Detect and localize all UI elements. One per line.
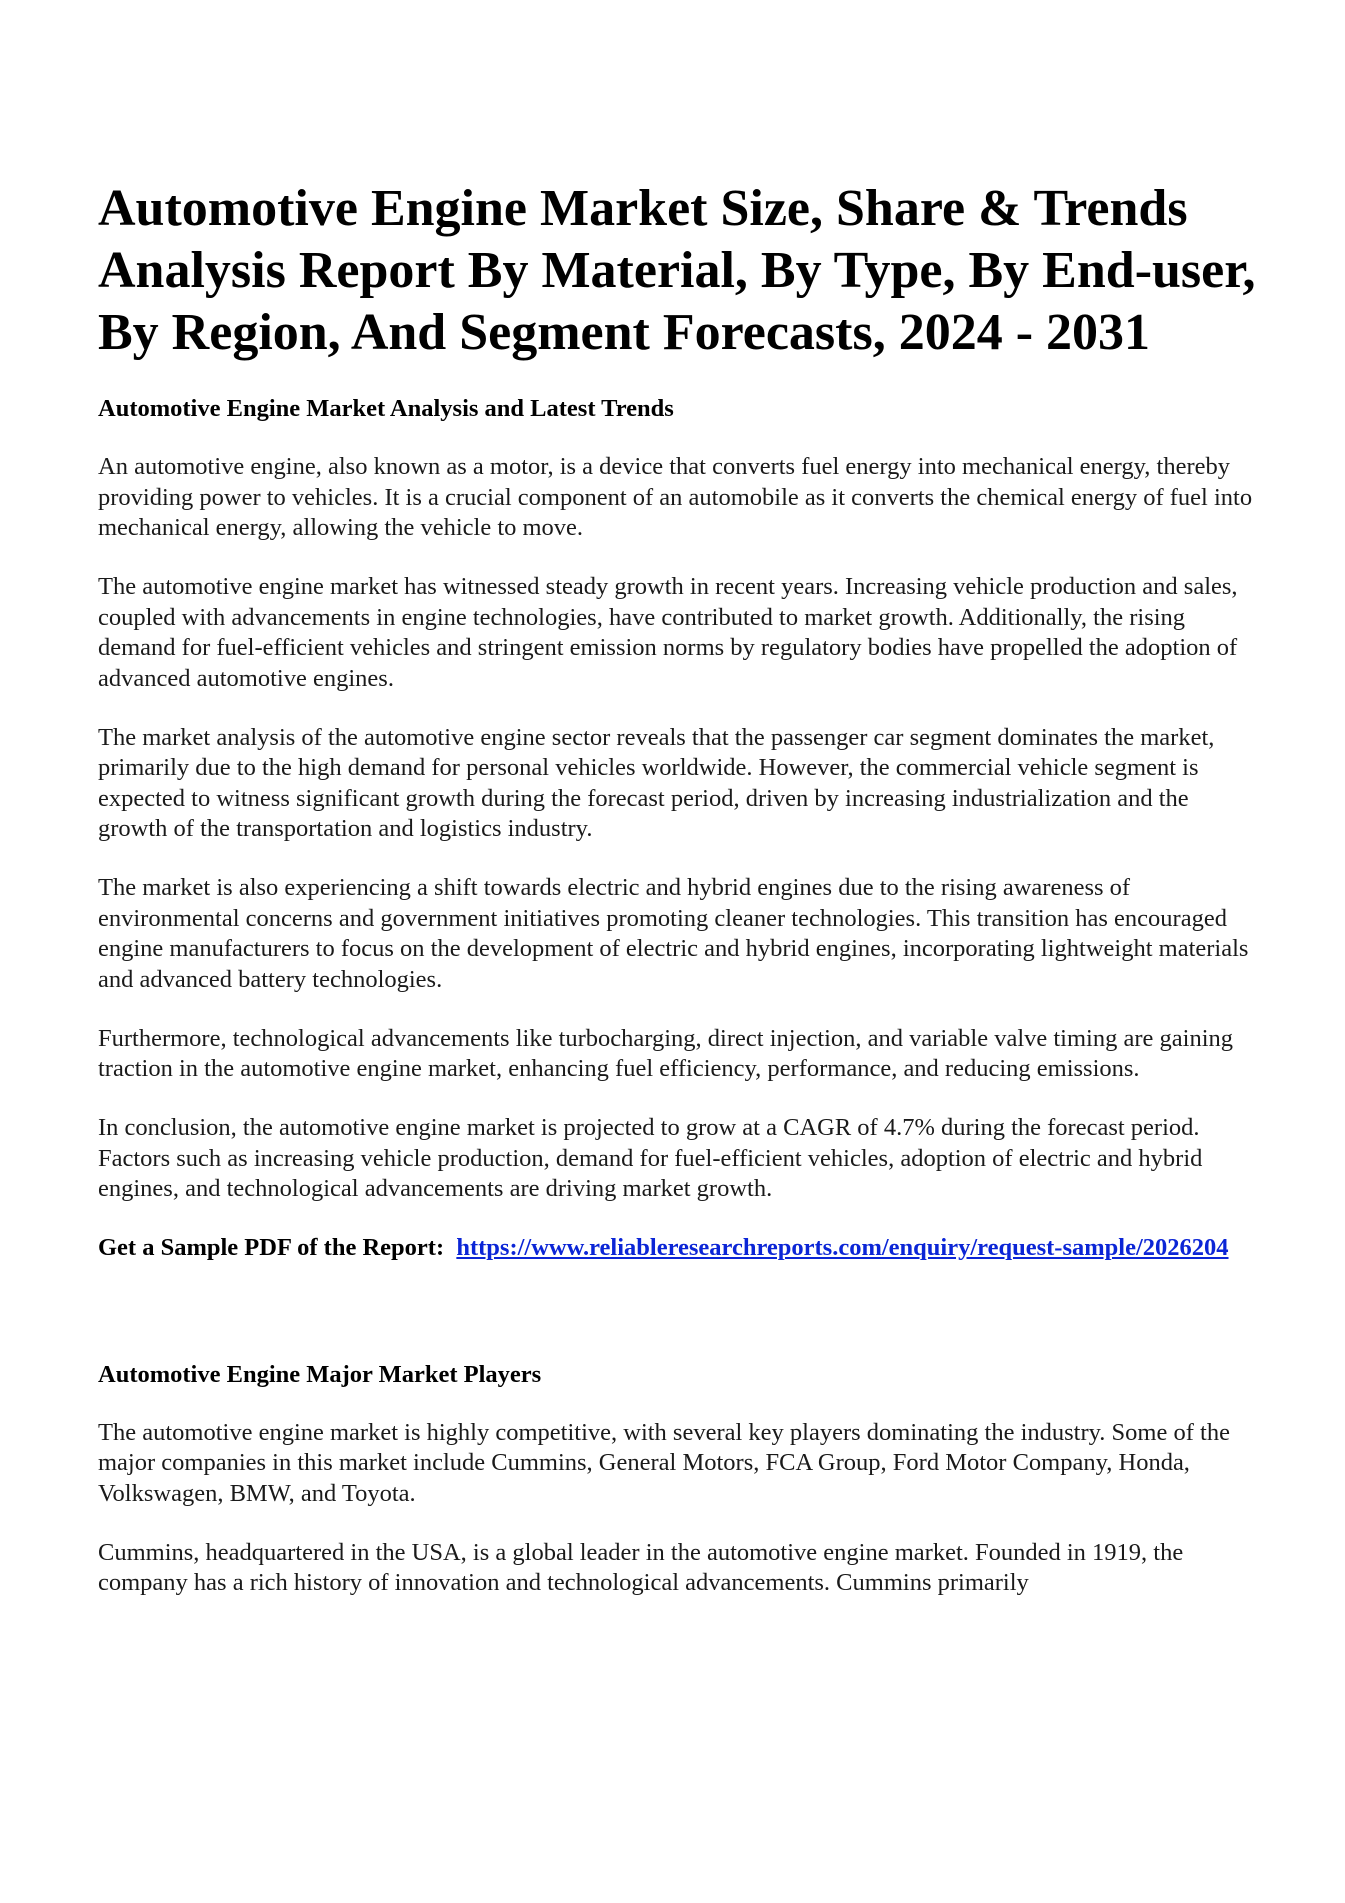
paragraph: The automotive engine market has witnessed steady growth in recent years. Increasing vehicle production and sales, coupled with advancements in engine technologies, have contributed to market growth. Additionally, the rising demand for fuel-efficient vehicles and stringent emission norms by regulatory bodies have propelled the adoption of advanced automotive engines. xyxy=(98,573,1238,692)
document-page xyxy=(98,178,1258,1627)
section-heading-players: Automotive Engine Major Market Players xyxy=(98,1360,542,1388)
paragraph: Furthermore, technological advancements like turbocharging, direct injection, and variable valve timing are gaining traction in the automotive engine market, enhancing fuel efficiency, performance, and reducing emissions. xyxy=(98,1024,1234,1082)
paragraph: An automotive engine, also known as a motor, is a device that converts fuel energy into mechanical energy, thereby providing power to vehicles. It is a crucial component of an automobile as it converts the chemical energy of fuel into mechanical energy, allowing the vehicle to move. xyxy=(98,453,1253,541)
paragraph: The market is also experiencing a shift towards electric and hybrid engines due to the rising awareness of environmental concerns and government initiatives promoting cleaner technologies. This transition has encouraged engine manufacturers to focus on the development of electric and hybrid engines, incorporating lightweight materials and advanced battery technologies. xyxy=(98,874,1249,993)
sample-pdf-label: Get a Sample PDF of the Report: xyxy=(98,1234,445,1261)
spacer xyxy=(98,1264,1258,1360)
sample-pdf-link[interactable]: https://www.reliableresearchreports.com/enquiry/request-sample/2026204 xyxy=(456,1234,1229,1261)
section-heading-analysis: Automotive Engine Market Analysis and Latest Trends xyxy=(98,395,674,422)
paragraph: In conclusion, the automotive engine market is projected to grow at a CAGR of 4.7% during the forecast period. Factors such as increasing vehicle production, demand for fuel-efficient vehicles, adoption of electric and hybrid engines, and technological advancements are driving market growth. xyxy=(98,1114,1203,1202)
report-title: Automotive Engine Market Size, Share & Trends Analysis Report By Material, By Type, By End-user, By Region, And Segment Forecasts, 2024 - 2031 xyxy=(98,180,1256,361)
paragraph: The automotive engine market is highly competitive, with several key players dominating the industry. Some of the major companies in this market include Cummins, General Motors, FCA Group, Ford Motor Company, Honda, Volkswagen, BMW, and Toyota. xyxy=(98,1418,1230,1507)
paragraph: The market analysis of the automotive engine sector reveals that the passenger car segment dominates the market, primarily due to the high demand for personal vehicles worldwide. However, the commercial vehicle segment is expected to witness significant growth during the forecast period, driven by increasing industrialization and the growth of the transportation and logistics industry. xyxy=(98,723,1215,842)
sample-pdf-line xyxy=(98,1233,1258,1264)
paragraph: Cummins, headquartered in the USA, is a global leader in the automotive engine market. Founded in 1919, the company has a rich history of innovation and technological advancements. Cummins primarily xyxy=(98,1538,1184,1596)
